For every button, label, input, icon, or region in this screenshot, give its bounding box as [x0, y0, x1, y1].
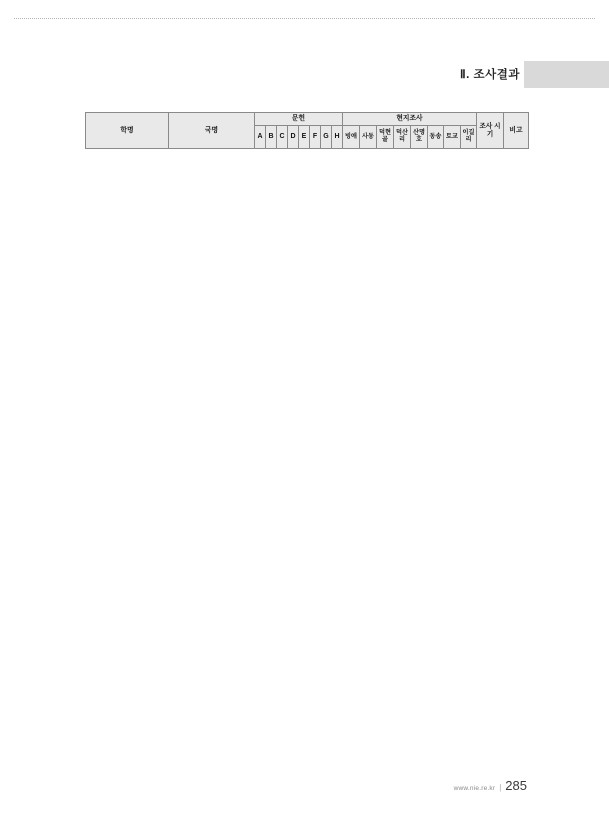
- lit-col-header-G: G: [321, 126, 332, 149]
- page-footer: [0, 777, 527, 795]
- lit-col-header-H: H: [332, 126, 343, 149]
- site-col-header-7: 토교: [444, 126, 461, 149]
- site-col-header-3: 덕현골: [377, 126, 394, 149]
- lit-col-header-B: B: [266, 126, 277, 149]
- site-col-header-4: 덕산리: [394, 126, 411, 149]
- lit-col-header-E: E: [299, 126, 310, 149]
- col-header-survey-period: 조사 시기: [477, 113, 504, 149]
- data-table: [85, 112, 529, 149]
- lit-col-header-A: A: [255, 126, 266, 149]
- col-header-scientific-name: 학명: [86, 113, 169, 149]
- col-header-remarks: 비고: [504, 113, 529, 149]
- chapter-tab: [524, 61, 609, 88]
- footer-separator: |: [499, 783, 502, 792]
- group-header-field-survey: 현지조사: [343, 113, 477, 126]
- species-survey-table: [85, 112, 529, 149]
- top-dotted-rule: [14, 18, 595, 19]
- site-col-header-8: 이길리: [461, 126, 477, 149]
- section-header: Ⅱ. 조사결과: [460, 69, 520, 81]
- site-col-header-5: 산명호: [411, 126, 428, 149]
- page-number: 285: [505, 778, 527, 793]
- site-col-header-1: 빙애: [343, 126, 360, 149]
- table-header: [86, 113, 529, 149]
- site-col-header-6: 동송: [428, 126, 444, 149]
- lit-col-header-C: C: [277, 126, 288, 149]
- site-col-header-2: 사동: [360, 126, 377, 149]
- lit-col-header-F: F: [310, 126, 321, 149]
- group-header-literature: 문헌: [255, 113, 343, 126]
- lit-col-header-D: D: [288, 126, 299, 149]
- col-header-korean-name: 국명: [169, 113, 255, 149]
- footer-url: www.nie.re.kr: [453, 785, 496, 792]
